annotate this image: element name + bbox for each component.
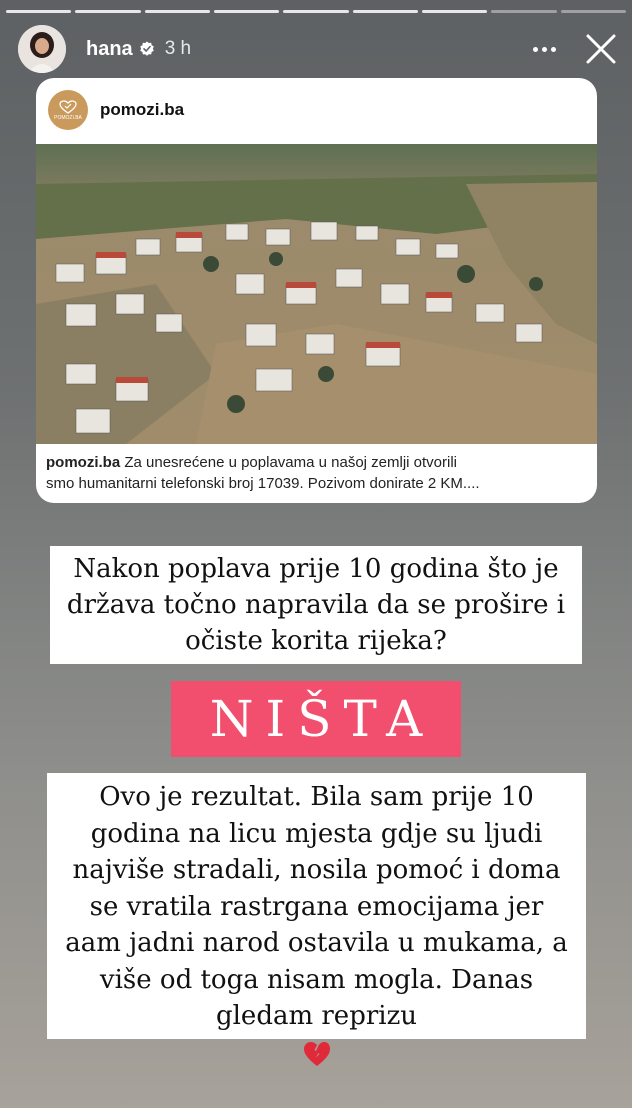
- story-header: [18, 24, 618, 74]
- avatar[interactable]: [18, 25, 66, 73]
- progress-segment: [283, 10, 348, 13]
- story-text-question: [50, 546, 582, 664]
- flood-aerial-photo: [36, 144, 597, 444]
- text-line: Nakon poplava prije 10 godina što je: [73, 554, 559, 584]
- broken-heart-icon: [303, 1041, 331, 1067]
- text-line: gledam reprizu: [215, 1001, 418, 1031]
- text-line: više od toga nisam mogla. Danas: [99, 964, 534, 995]
- shared-post-card[interactable]: [36, 78, 597, 503]
- text-line: aam jadni narod ostavila u mukama, a: [65, 928, 568, 958]
- progress-segment: [353, 10, 418, 13]
- progress-segment: [561, 10, 626, 13]
- caption-line-1: Za unesrećene u poplavama u našoj zemlji otvorili: [124, 454, 458, 471]
- logo-text: POMOZI.BA: [54, 114, 82, 121]
- caption-account: pomozi.ba: [46, 454, 121, 471]
- progress-segment: [214, 10, 279, 13]
- username[interactable]: hana: [86, 37, 133, 60]
- progress-segment: [422, 10, 487, 13]
- progress-segment: [75, 10, 140, 13]
- post-time: 3 h: [164, 38, 192, 59]
- more-options-icon[interactable]: [533, 47, 556, 52]
- verified-badge-icon: [139, 41, 155, 57]
- text-line: Ovo je rezultat. Bila sam prije 10: [99, 782, 534, 812]
- story-progress-bar: [6, 10, 626, 13]
- text-line: godina na licu mjesta gdje su ljudi: [90, 818, 543, 849]
- progress-segment: [145, 10, 210, 13]
- text-line: najviše stradali, nosila pomoć i doma: [72, 855, 561, 885]
- pomozi-logo: [48, 90, 88, 130]
- close-icon[interactable]: [584, 32, 618, 66]
- text-line: očiste korita rijeka?: [185, 626, 447, 656]
- story-text-body: [47, 773, 586, 1039]
- text-line-last: [47, 998, 586, 1071]
- progress-segment: [6, 10, 71, 13]
- highlight-label: NIŠTA: [171, 681, 461, 757]
- shared-post-header: [36, 78, 597, 142]
- shared-post-account[interactable]: pomozi.ba: [100, 100, 185, 119]
- shared-post-caption: [46, 452, 585, 494]
- text-line: se vratila rastrgana emocijama jer: [89, 891, 544, 922]
- caption-line-2: smo humanitarni telefonski broj 17039. Pozivom donirate 2 KM....: [46, 475, 480, 492]
- text-line: država točno napravila da se prošire i: [66, 590, 566, 620]
- progress-segment: [491, 10, 556, 13]
